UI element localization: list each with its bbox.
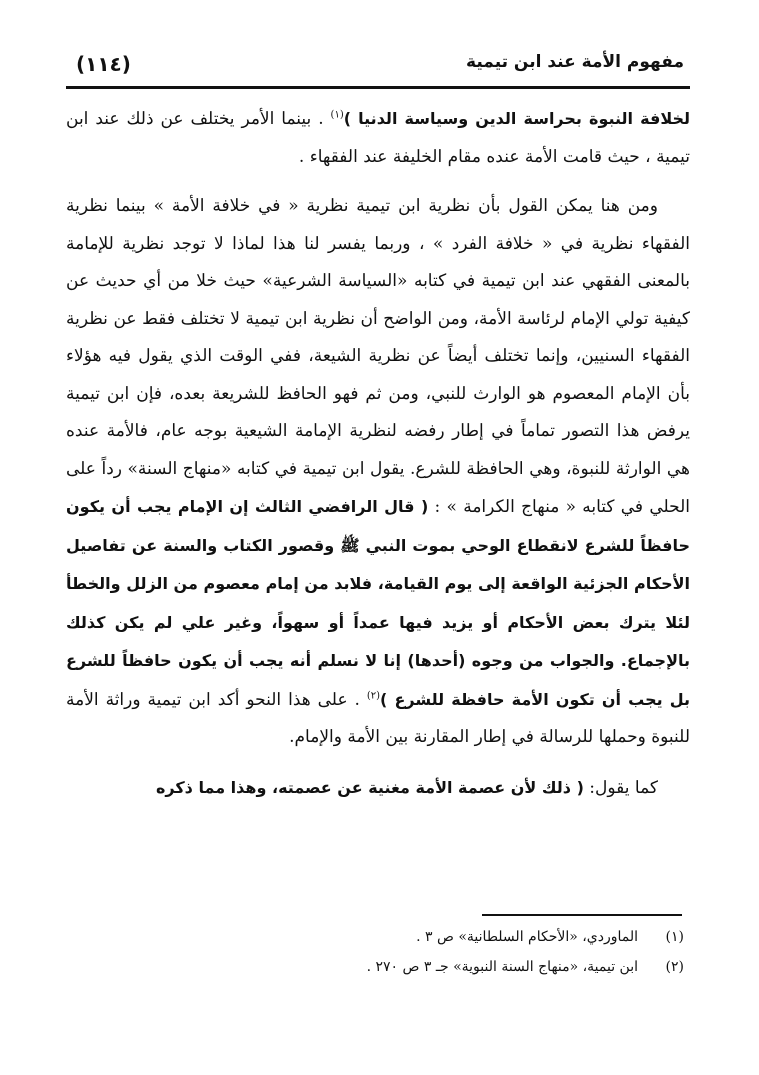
footnote-number: (٢) xyxy=(665,959,684,975)
body-sentence: . بينما الأمر يختلف عن ذلك عند ابن تيمية ، حيث قامت الأمة عنده مقام الخليفة عند الفقهاء . xyxy=(66,109,690,167)
running-title: مفهوم الأمة عند ابن تيمية xyxy=(466,52,684,72)
quote-text: ( قال الرافضي الثالث إن الإمام يجب أن يكون حافظاً للشرع لانقطاع الوحي بموت النبي ﷺ وقصور الكتاب والسنة عن تفاصيل الأحكام الجزئية الواقعة إلى يوم القيامة، فلابد من إمام معصوم من الزلل والخطأ لئلا يترك بعض الأحكام أو يزيد فيها عمداً أو سهواً، وغير علي لم يكن كذلك بالإجماع. والجواب من وجوه (أحدها) إنا لا نسلم أنه يجب أن يكون حافظاً للشرع بل يجب أن تكون الأمة حافظة للشرع ) xyxy=(66,497,690,709)
quote-text: ( ذلك لأن عصمة الأمة مغنية عن عصمته، وهذا مما ذكره xyxy=(155,777,584,797)
page-header xyxy=(66,48,690,88)
page-number: (١١٤) xyxy=(76,52,131,76)
footnote-2 xyxy=(66,952,684,982)
body-sentence: . على هذا النحو أكد ابن تيمية وراثة الأمة للنبوة وحملها للرسالة في إطار المقارنة بين الأمة والإمام. xyxy=(66,689,690,747)
body-text xyxy=(66,100,690,807)
paragraph-2 xyxy=(66,188,690,757)
document-page xyxy=(66,48,690,1028)
footnote-text: الماوردي، «الأحكام السلطانية» ص ٣ . xyxy=(416,929,638,945)
quote-text: لخلافة النبوة بحراسة الدين وسياسة الدنيا ) xyxy=(343,109,690,128)
footnote-number: (١) xyxy=(665,929,684,945)
footnote-1 xyxy=(66,922,684,952)
body-sentence: ومن هنا يمكن القول بأن نظرية ابن تيمية نظرية « في خلافة الأمة » بينما نظرية الفقهاء نظرية في « خلافة الفرد » ، وربما يفسر لنا هذا لماذا لا توجد نظرية للإمامة بالمعنى الفقهي عند ابن تيمية في كتابه «السياسة الشرعية» حيث خلا من أي حديث عن كيفية تولي الإمام لرئاسة الأمة، ومن الواضح أن نظرية ابن تيمية لا تختلف فقط عن نظرية الفقهاء السنيين، وإنما تختلف أيضاً عن نظرية الشيعة، ففي الوقت الذي يقول فيه هؤلاء بأن الإمام المعصوم هو الوارث للنبي، ومن ثم فهو الحافظ للشريعة بعده، فإن ابن تيمية يرفض هذا التصور تماماً في إطار رفضه لنظرية الإمامة الشيعية بوجه عام، فالأمة عنده هي الوارثة للنبوة، وهي الحافظة للشرع. يقول ابن تيمية في كتابه «منهاج السنة» رداً على الحلي في كتابه « منهاج الكرامة » : xyxy=(66,196,690,517)
footnote-separator xyxy=(482,914,682,916)
footnote-ref-1[interactable]: (١) xyxy=(330,109,344,121)
paragraph-3 xyxy=(66,769,690,808)
footnotes xyxy=(66,922,684,982)
footnote-text: ابن تيمية، «منهاج السنة النبوية» جـ ٣ ص ٢٧٠ . xyxy=(366,959,638,975)
footnote-ref-2[interactable]: (٢) xyxy=(366,689,381,701)
header-rule xyxy=(66,86,690,89)
body-sentence: كما يقول: xyxy=(583,777,658,798)
paragraph-1 xyxy=(66,100,690,176)
